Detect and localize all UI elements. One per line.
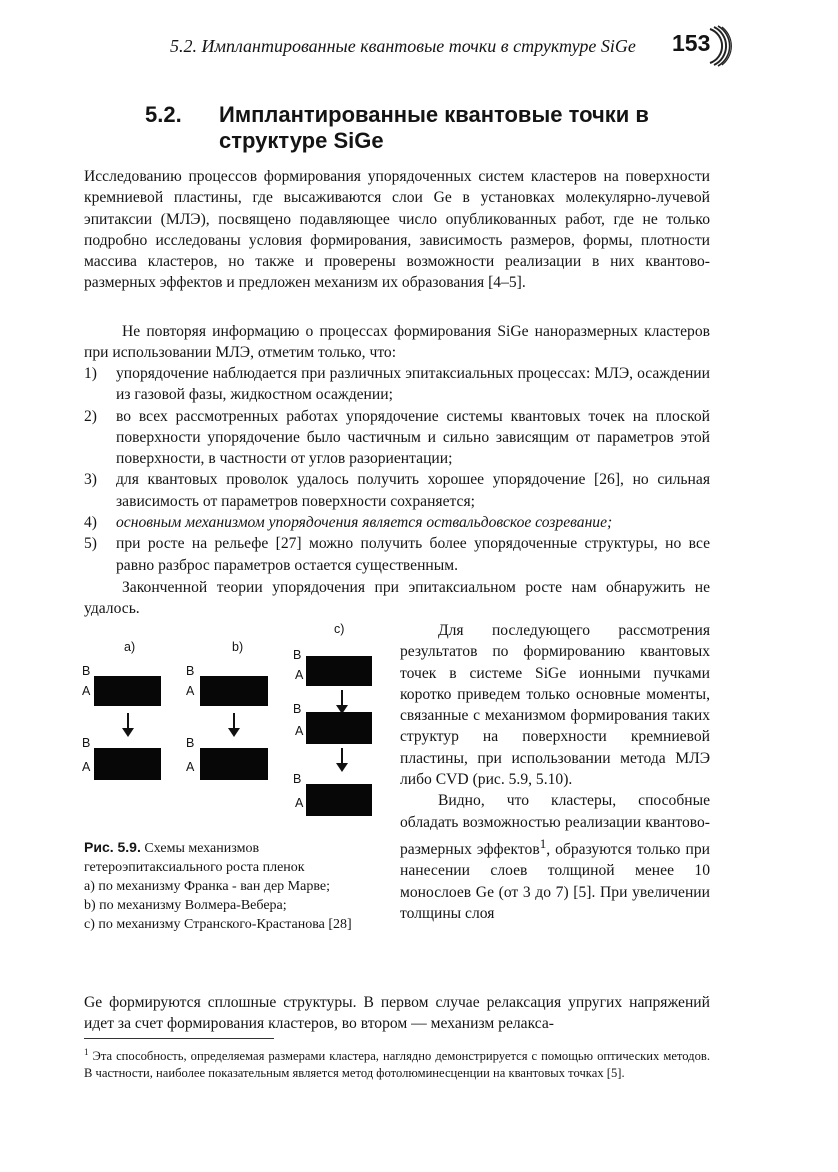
layer-label-b: B [293,702,302,716]
paragraph-clusters-tail: , образуются только при нанесении слоев толщиной менее 10 монослоев Ge (от 3 до 7) [5]. При увеличении толщины слоя [400,841,710,923]
wetting-layer-block [306,712,372,744]
layer-label-a: A [295,668,304,682]
layer-label-b: B [186,736,195,750]
right-column [400,620,710,924]
page-ornament-icon [690,23,736,69]
substrate-block [200,676,268,706]
layer-label-b: B [186,664,195,678]
section-title-line1: Имплантированные квантовые точки в [219,102,649,127]
list-item [84,533,710,576]
list-item [84,406,710,470]
arrow-down-icon [341,748,343,764]
caption-item-c: c) по механизму Странского-Крастанова [28] [84,917,352,932]
list-number: 2) [84,407,97,425]
page-number: 153 [672,30,711,56]
paragraph-notes: Не повторяя информацию о процессах формирования SiGe наноразмерных кластеров при использовании МЛЭ, отметим только, что: [84,323,710,362]
caption-item-a: a) по механизму Франка - ван дер Марве; [84,879,330,894]
footnote [84,1044,710,1082]
layer-label-a: A [82,684,91,698]
paragraph-theory: Законченной теории упорядочения при эпитаксиальном росте нам обнаружить не удалось. [84,579,710,618]
footnote-divider [84,1038,274,1039]
panel-c-label: c) [334,622,345,636]
list-number: 4) [84,514,97,532]
panel-b-label: b) [232,640,244,654]
list-text: основным механизмом упорядочения является оствальдовское созревание; [116,514,613,532]
substrate-block [94,676,161,706]
list-item [84,512,710,533]
layer-label-b: B [293,648,302,662]
caption-label: Рис. 5.9. [84,839,141,855]
section-title [145,102,649,154]
paragraph-continuation: Ge формируются сплошные структуры. В первом случае релаксация упругих напряжений идет за счет формирования кластеров, во втором — механизм релакса- [84,994,710,1033]
layer-label-b: B [82,664,91,678]
footnote-mark: 1 [84,1047,89,1057]
list-number: 5) [84,535,97,553]
figure-caption [84,838,380,934]
footnote-reference: 1 [539,835,547,851]
panel-a-label: a) [124,640,136,654]
arrow-down-icon [341,690,343,706]
layer-label-a: A [82,760,91,774]
running-head: 5.2. Имплантированные квантовые точки в структуре SiGe [170,36,636,56]
paragraph-intro: Исследованию процессов формирования упорядоченных систем кластеров на поверхности кремниевой пластины, где высаживаются слои Ge в установках молекулярно-лучевой эпитаксии (МЛЭ), посвящено подавляющее число опубликованных работ, где не только подробно исследованы условия формирования, зависимость размеров, формы, плотности массива кластеров, но также и проверены возможности реализации в них квантово-размерных эффектов и предложен механизм их образования [4–5]. [84,168,710,292]
list-number: 1) [84,365,97,382]
list-item [84,363,710,406]
layer-label-b: B [293,772,302,786]
paragraph-method: Для последующего рассмотрения результатов по формированию квантовых точек в системе SiGe ионными пучками коротко приведем только основные моменты, связанные с механизмом формирования таких структур на поверхности кремниевой пластины, при использовании метода МЛЭ либо CVD (рис. 5.9, 5.10). [400,622,710,789]
list-text: во всех рассмотренных работах упорядочение системы квантовых точек на плоской поверхности упорядочение было частичным и сильно зависящим от параметров этой поверхности, в частности от углов разориентации; [116,407,710,468]
layer-label-a: A [295,724,304,738]
layer-label-a: A [186,684,195,698]
list-text: упорядочение наблюдается при различных эпитаксиальных процессах: МЛЭ, осаждении из газовой фазы, жидкостном осаждении; [116,365,710,404]
caption-item-b: b) по механизму Волмера-Вебера; [84,898,287,913]
list-text: при росте на рельефе [27] можно получить более упорядоченные структуры, но все равно разброс параметров остается существенным. [116,535,710,574]
footnote-text: Эта способность, определяемая размерами кластера, наглядно демонстрируется с помощью оптических методов. В частности, наиболее показательным является метод фотолюминесценции на квантовых точках [5]. [84,1049,710,1081]
arrow-down-icon [233,713,235,729]
list-number: 3) [84,471,97,489]
caption-text: Схемы механизмов гетероэпитаксиального роста пленок [84,841,305,875]
list-text: для квантовых проволок удалось получить хорошее упорядочение [26], но сильная зависимость от параметров поверхности сохраняется; [116,471,710,510]
film-block [200,748,268,780]
island-block [306,784,372,816]
list-item [84,469,710,512]
layer-label-a: A [295,796,304,810]
substrate-block [306,656,372,686]
section-title-line2: структуре SiGe [219,128,384,153]
paragraph-clusters-text: Видно, что кластеры, способные обладать возможностью реализации квантово-размерных эффектов [400,792,710,859]
figure-growth-mechanisms [80,620,380,830]
layer-label-b: B [82,736,91,750]
section-number: 5.2. [145,102,182,127]
arrow-down-icon [127,713,129,729]
film-block [94,748,161,780]
numbered-list [84,363,710,576]
layer-label-a: A [186,760,195,774]
paragraph-clusters [400,790,710,924]
